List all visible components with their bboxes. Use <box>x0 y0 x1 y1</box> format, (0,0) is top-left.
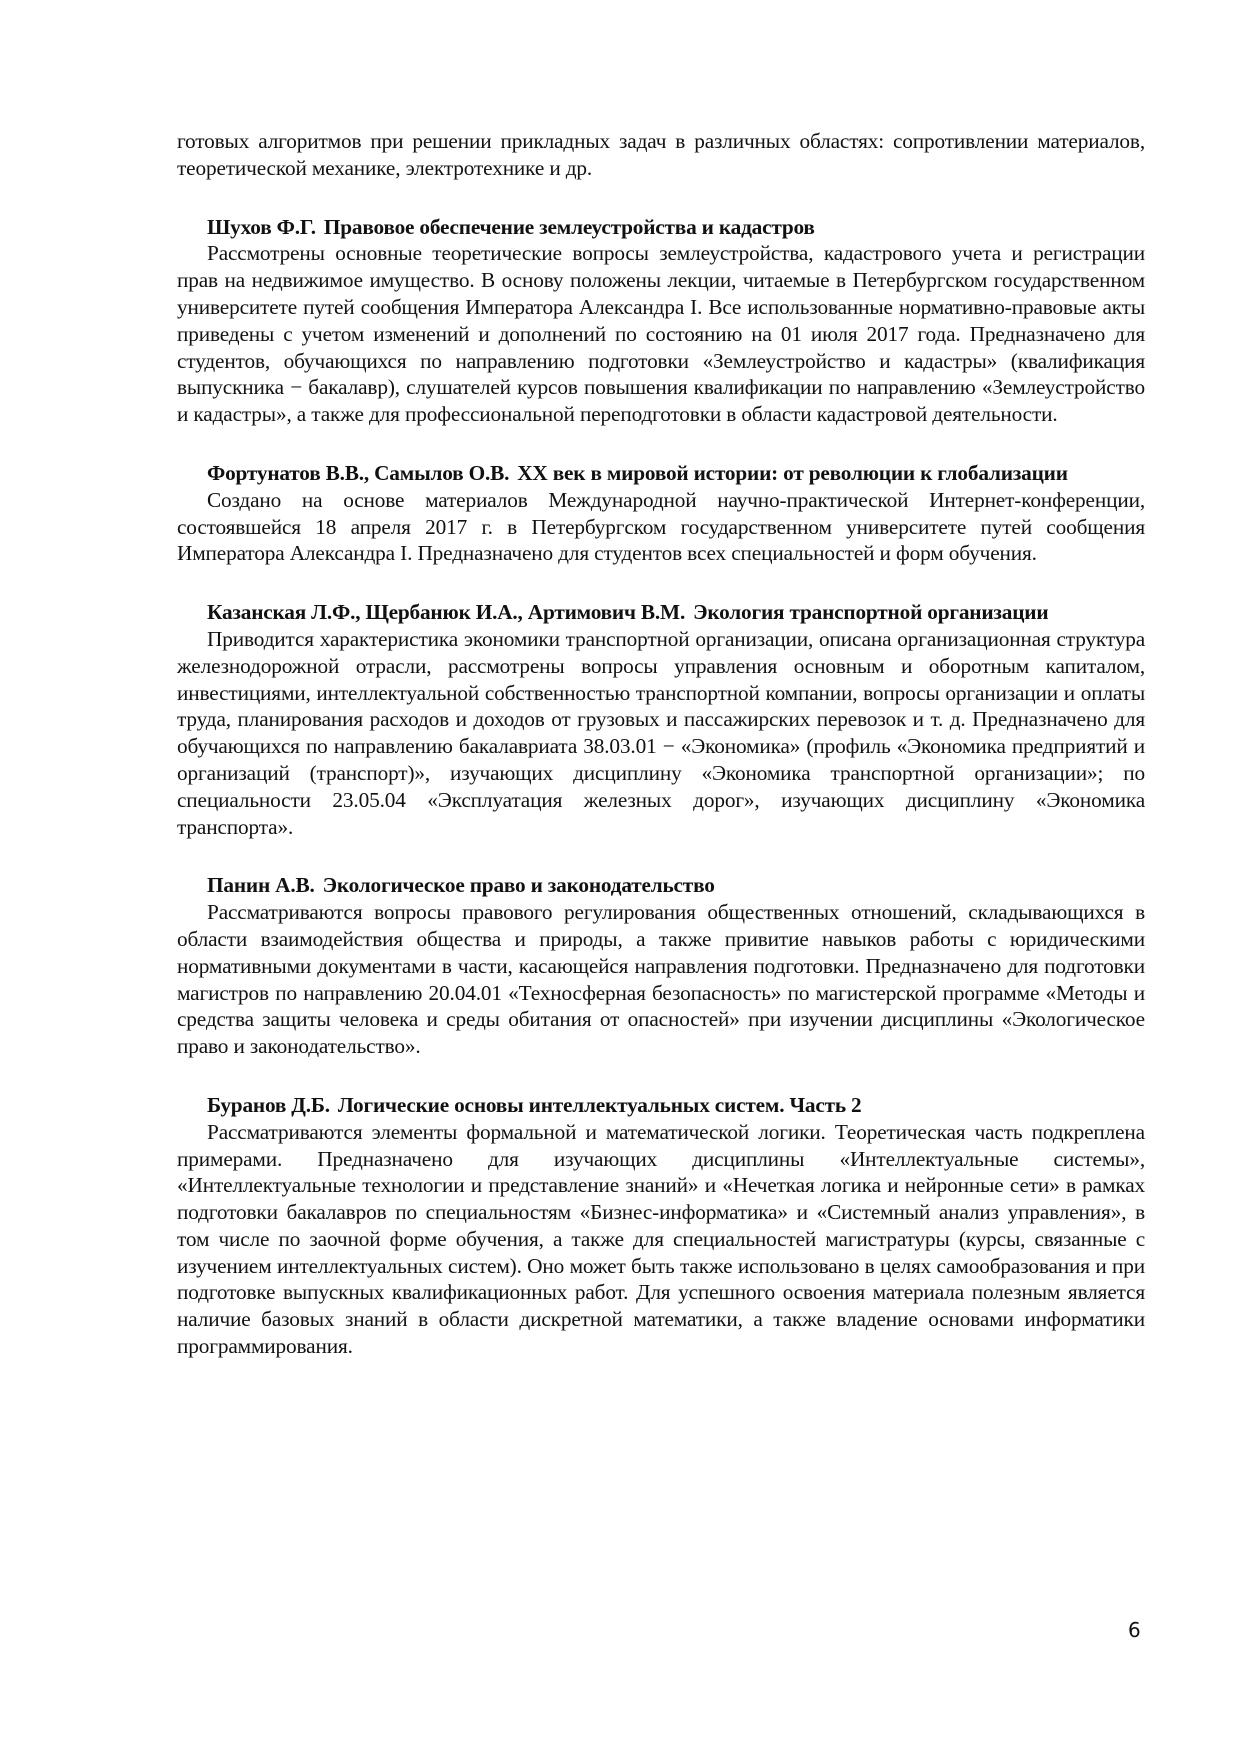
entry-author: Шухов Ф.Г. <box>207 214 316 239</box>
entry-annotation: Приводится характеристика экономики транспортной организации, описана организационная структура железнодорожной отрасли, рассмотрены вопросы управления основным и оборотным капиталом, инвестициями, интеллектуальной собственностью транспортной компании, вопросы организации и оплаты труда, планирования расходов и доходов от грузовых и пассажирских перевозок и т. д. Предназначено для обучающихся по направлению бакалавриата 38.03.01 − «Экономика» (профиль «Экономика предприятий и организаций (транспорт)», изучающих дисциплину «Экономика транспортной организации»; по специальности 23.05.04 «Эксплуатация железных дорог», изучающих дисциплину «Экономика транспорта». <box>177 626 1145 839</box>
entry-author: Буранов Д.Б. <box>207 1092 330 1117</box>
entry-annotation: Рассмотрены основные теоретические вопросы землеустройства, кадастрового учета и регистрации прав на недвижимое имущество. В основу положены лекции, читаемые в Петербургском государственном университете путей сообщения Императора Александра I. Все использованные нормативно-правовые акты приведены с учетом изменений и дополнений по состоянию на 01 июля 2017 года. Предназначено для студентов, обучающихся по направлению подготовки «Землеустройство и кадастры» (квалификация выпускника − бакалавр), слушателей курсов повышения квалификации по направлению «Землеустройство и кадастры», а также для профессиональной переподготовки в области кадастровой деятельности. <box>177 241 1145 427</box>
entry-title: Правовое обеспечение землеустройства и кадастров <box>323 214 815 239</box>
entry-heading <box>207 599 1145 626</box>
entry-title: XX век в мировой истории: от революции к глобализации <box>517 460 1068 485</box>
bibliography-entry <box>177 872 1145 1060</box>
entry-heading <box>207 1092 1145 1119</box>
entry-annotation: Рассматриваются вопросы правового регулирования общественных отношений, складывающихся в области взаимодействия общества и природы, а также привитие навыков работы с юридическими нормативными документами в части, касающейся направления подготовки. Предназначено для подготовки магистров по направлению 20.04.01 «Техносферная безопасность» по магистерской программе «Методы и средства защиты человека и среды обитания от опасностей» при изучении дисциплины «Экологическое право и законодательство». <box>177 900 1145 1059</box>
entry-heading <box>207 460 1145 487</box>
bibliography-entry <box>177 599 1145 840</box>
document-page <box>177 128 1145 1360</box>
entry-title: Экологическое право и законодательство <box>322 873 715 898</box>
entry-title: Логические основы интеллектуальных систем. Часть 2 <box>337 1092 862 1117</box>
bibliography-entry <box>177 214 1145 428</box>
page-number: 6 <box>1128 1618 1141 1642</box>
entry-heading <box>207 872 1145 899</box>
entry-author: Казанская Л.Ф., Щербанюк И.А., Артимович В.М. <box>207 600 686 625</box>
entry-author: Фортунатов В.В., Самылов О.В. <box>207 460 510 485</box>
continuation-paragraph: готовых алгоритмов при решении прикладных задач в различных областях: сопротивлении материалов, теоретической механике, электротехнике и др. <box>177 129 1145 180</box>
entry-author: Панин А.В. <box>207 873 315 898</box>
bibliography-entry <box>177 460 1145 567</box>
entry-title: Экология транспортной организации <box>693 600 1049 625</box>
entry-annotation: Рассматриваются элементы формальной и математической логики. Теоретическая часть подкреплена примерами. Предназначено для изучающих дисциплины «Интеллектуальные системы», «Интеллектуальные технологии и представление знаний» и «Нечеткая логика и нейронные сети» в рамках подготовки бакалавров по специальностям «Бизнес-информатика» и «Системный анализ управления», в том числе по заочной форме обучения, а также для специальностей магистратуры (курсы, связанные с изучением интеллектуальных систем). Оно может быть также использовано в целях самообразования и при подготовке выпускных квалификационных работ. Для успешного освоения материала полезным является наличие базовых знаний в области дискретной математики, а также владение основами информатики программирования. <box>177 1119 1145 1359</box>
entry-annotation: Создано на основе материалов Международной научно-практической Интернет-конференции, состоявшейся 18 апреля 2017 г. в Петербургском государственном университете путей сообщения Императора Александра I. Предназначено для студентов всех специальностей и форм обучения. <box>177 487 1145 566</box>
bibliography-entry <box>177 1092 1145 1360</box>
entry-heading <box>207 214 1145 241</box>
